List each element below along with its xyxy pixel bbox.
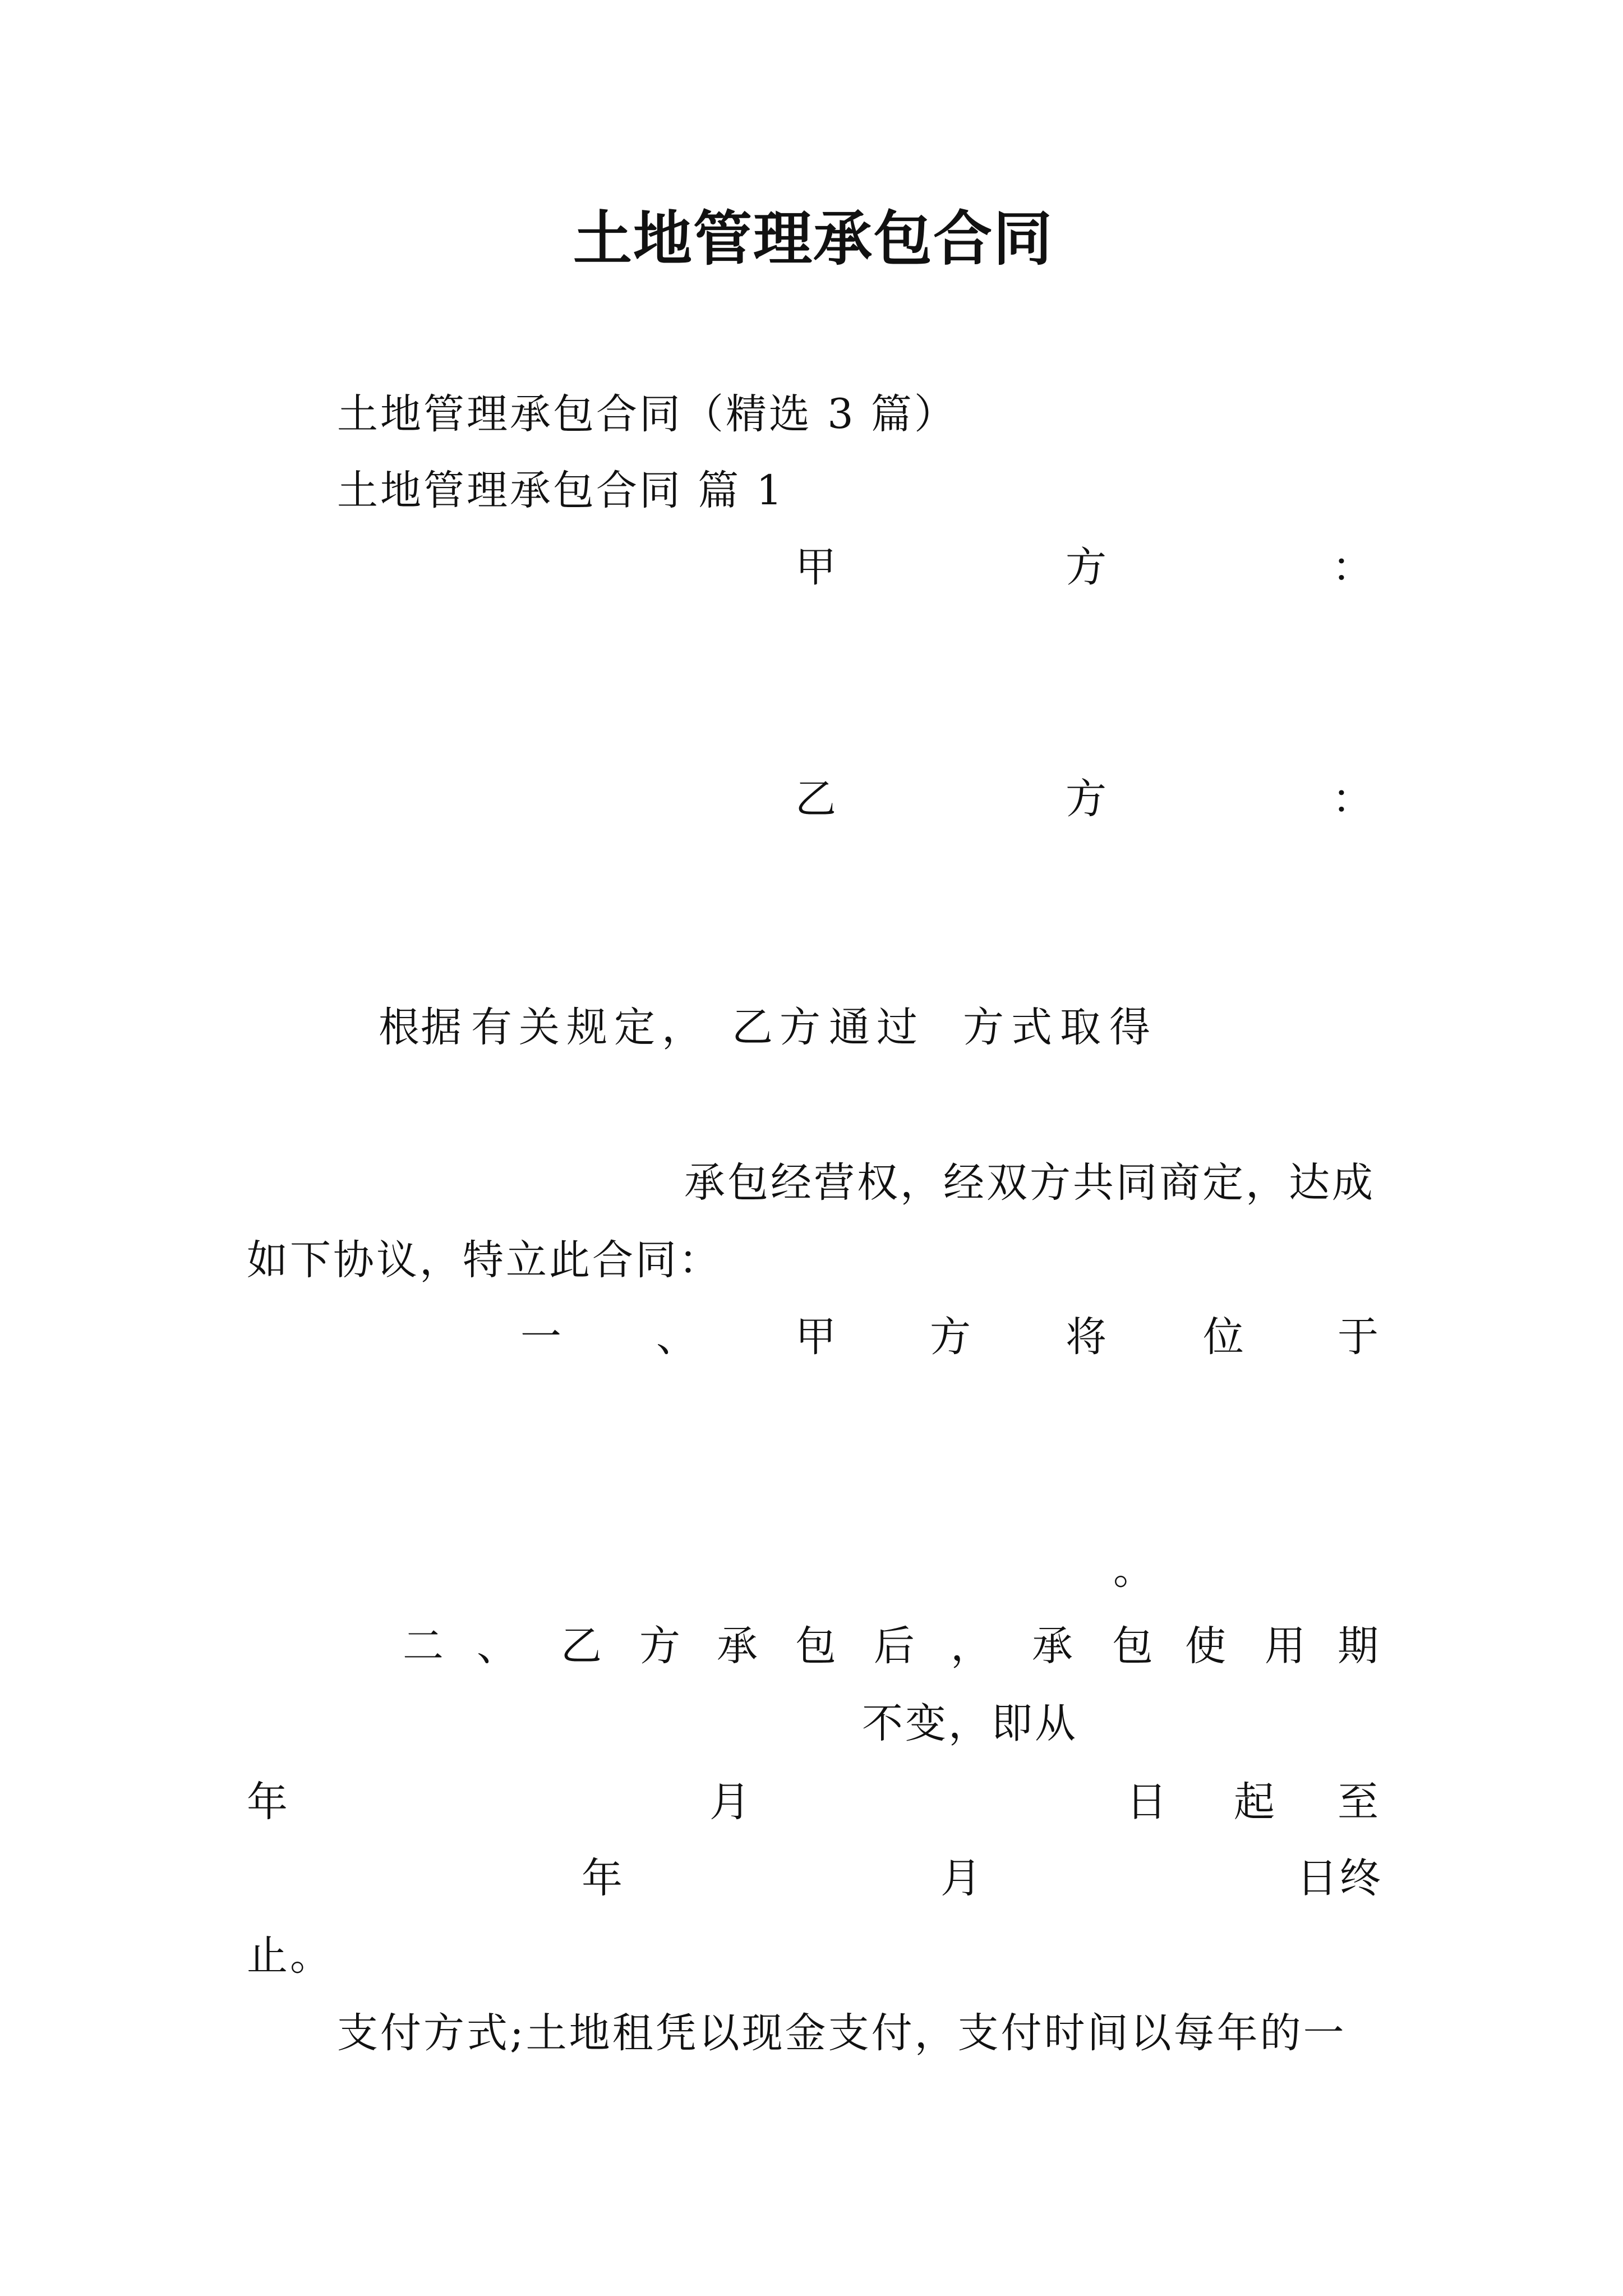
intro-word: 方 xyxy=(963,1004,1006,1051)
intro-word: 通 xyxy=(829,1004,872,1051)
date-start-day: 日 xyxy=(1126,1778,1169,1826)
clause-2-word: 承 xyxy=(1032,1622,1075,1670)
intro-line-3: 如下协议，特立此合同： xyxy=(247,1236,722,1284)
intro-word: 得 xyxy=(1109,1004,1152,1051)
party-b-colon: ： xyxy=(1332,775,1375,823)
intro-word: 定 xyxy=(614,1004,657,1051)
clause-1-word: 方 xyxy=(930,1313,973,1361)
clause-2-line-2: 不变，即从 xyxy=(862,1700,1078,1747)
clause-2-word: 用 xyxy=(1265,1622,1308,1670)
payment-line: 支付方式;土地租凭以现金支付，支付时间以每年的一 xyxy=(337,2009,1347,2057)
clause-1-word: 一 xyxy=(520,1313,564,1361)
clause-2-word: 方 xyxy=(639,1622,683,1670)
date-start-from: 起 xyxy=(1234,1778,1277,1826)
intro-word: 据 xyxy=(421,1004,464,1051)
date-start-year: 年 xyxy=(247,1778,290,1826)
clause-2-word: 乙 xyxy=(561,1622,604,1670)
party-b-suffix: 方 xyxy=(1066,775,1109,823)
clause-2-word: 后 xyxy=(874,1622,917,1670)
intro-word: 根 xyxy=(379,1004,422,1051)
date-end-day: 日终 xyxy=(1297,1855,1383,1902)
intro-word: 取 xyxy=(1060,1004,1103,1051)
date-end-year: 年 xyxy=(582,1855,625,1902)
document-title: 土地管理承包合同 xyxy=(573,204,1054,273)
clause-2-word: 二 xyxy=(403,1622,446,1670)
intro-word: 乙 xyxy=(732,1004,775,1051)
clause-2-word: 包 xyxy=(1112,1622,1155,1670)
clause-1-word: 于 xyxy=(1338,1313,1381,1361)
party-b-label: 乙 xyxy=(795,775,838,823)
party-a-label: 甲 xyxy=(795,544,838,591)
intro-word: 方 xyxy=(780,1004,823,1051)
clause-1-end-mark: 。 xyxy=(1113,1546,1156,1594)
clause-2-end: 止。 xyxy=(247,1932,333,1980)
clause-1-word: 、 xyxy=(656,1313,699,1361)
clause-1-word: 将 xyxy=(1066,1313,1109,1361)
date-start-to: 至 xyxy=(1338,1778,1381,1826)
clause-2-word: ， xyxy=(951,1622,994,1670)
clause-1-word: 甲 xyxy=(795,1313,838,1361)
date-start-month: 月 xyxy=(709,1778,753,1826)
clause-2-word: 、 xyxy=(477,1622,520,1670)
intro-word: 规 xyxy=(566,1004,610,1051)
party-a-colon: ： xyxy=(1332,544,1375,591)
intro-line-2: 承包经营权，经双方共同商定，达成 xyxy=(684,1159,1375,1207)
clause-2-word: 期 xyxy=(1338,1622,1381,1670)
clause-2-word: 使 xyxy=(1185,1622,1228,1670)
intro-word: 式 xyxy=(1011,1004,1054,1051)
intro-word: ， xyxy=(662,1004,705,1051)
document-subtitle: 土地管理承包合同（精选 3 篇） xyxy=(337,390,957,438)
intro-word: 过 xyxy=(877,1004,920,1051)
intro-word: 关 xyxy=(519,1004,562,1051)
clause-2-word: 承 xyxy=(717,1622,760,1670)
clause-2-word: 包 xyxy=(795,1622,838,1670)
section-heading: 土地管理承包合同 篇 1 xyxy=(337,467,785,514)
date-end-month: 月 xyxy=(940,1855,984,1902)
clause-1-word: 位 xyxy=(1203,1313,1246,1361)
intro-word: 有 xyxy=(471,1004,514,1051)
party-a-suffix: 方 xyxy=(1066,544,1109,591)
